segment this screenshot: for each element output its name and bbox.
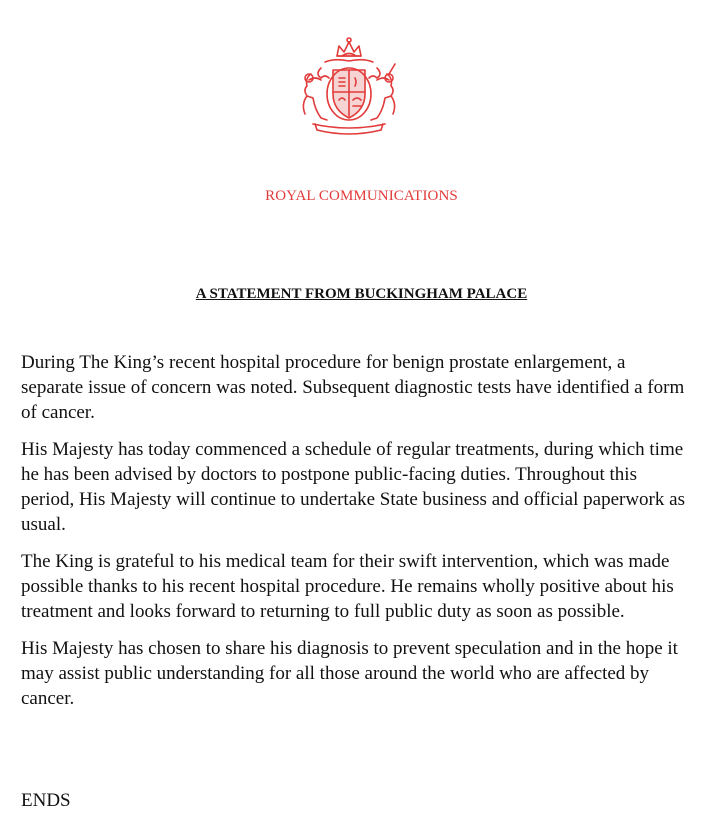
statement-paragraph: During The King’s recent hospital procedure for benign prostate enlargement, a separate issue of concern was noted. Subsequent diagnostic tests have identified a form of cancer. xyxy=(21,352,685,423)
royal-crest-icon xyxy=(295,34,403,144)
statement-title: A STATEMENT FROM BUCKINGHAM PALACE xyxy=(195,286,528,302)
statement-body xyxy=(21,350,691,723)
statement-paragraph: The King is grateful to his medical team for their swift intervention, which was made possible thanks to his recent hospital procedure. He remains wholly positive about his treatment and looks forward to returning to full public duty as soon as possible. xyxy=(21,551,674,622)
office-name: ROYAL COMMUNICATIONS xyxy=(265,188,458,204)
statement-paragraph: His Majesty has today commenced a schedule of regular treatments, during which time he has been advised by doctors to postpone public-facing duties. Throughout this period, His Majesty will continue to undertake State business and official paperwork as usual. xyxy=(21,439,685,535)
statement-closing: ENDS xyxy=(21,790,71,811)
statement-paragraph: His Majesty has chosen to share his diagnosis to prevent speculation and in the hope it may assist public understanding for all those around the world who are affected by cancer. xyxy=(21,638,678,709)
